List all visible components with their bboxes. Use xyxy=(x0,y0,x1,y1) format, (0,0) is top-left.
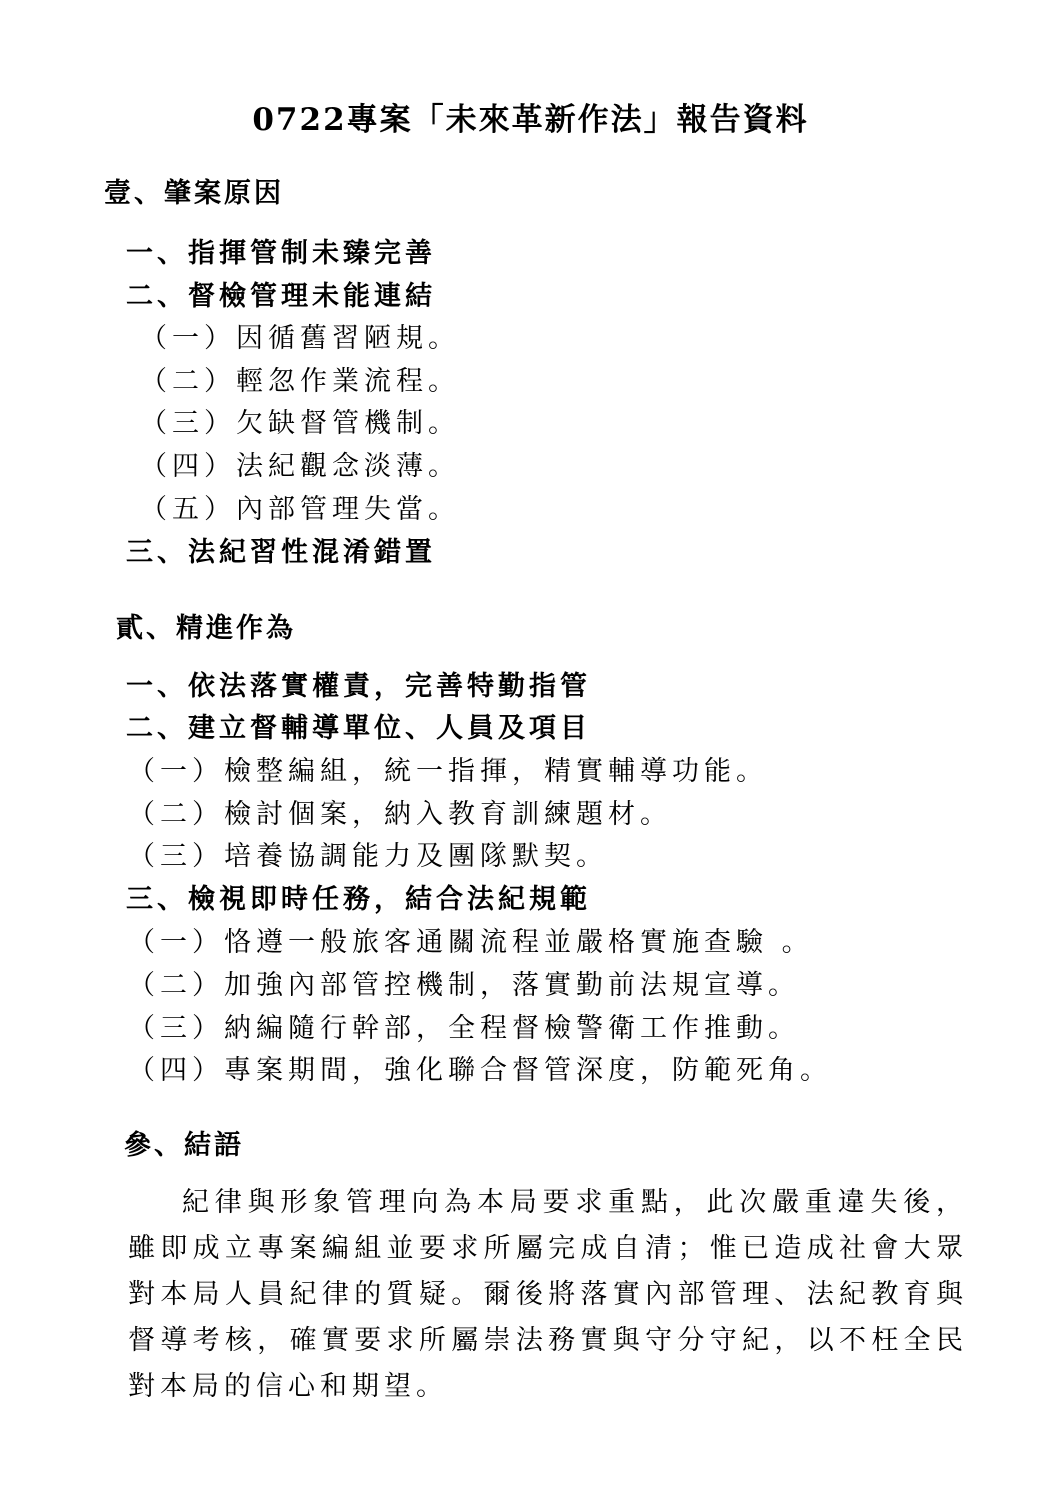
section-1-subitem: （五）內部管理失當。 xyxy=(140,494,460,525)
section-2-item: 二、建立督輔導單位、人員及項目 xyxy=(126,713,591,744)
section-1-heading: 壹、肇案原因 xyxy=(104,178,284,209)
section-1-subitem: （一）因循舊習陋規。 xyxy=(140,323,460,354)
section-2-subitem: （二）檢討個案，納入教育訓練題材。 xyxy=(128,799,672,830)
section-1-subitem: （三）欠缺督管機制。 xyxy=(140,408,460,439)
section-2-subitem: （二）加強內部管控機制，落實勤前法規宣導。 xyxy=(128,970,800,1001)
section-2-subitem: （三）納編隨行幹部，全程督檢警衛工作推動。 xyxy=(128,1013,800,1044)
section-1-item: 一、指揮管制未臻完善 xyxy=(126,238,436,269)
section-2-subitem: （一）恪遵一般旅客通關流程並嚴格實施查驗 。 xyxy=(128,927,814,958)
section-2-subitem: （四）專案期間，強化聯合督管深度，防範死角。 xyxy=(128,1055,832,1086)
section-1-subitem: （二）輕忽作業流程。 xyxy=(140,366,460,397)
section-2-subitem: （三）培養協調能力及團隊默契。 xyxy=(128,841,608,872)
section-3-heading: 參、結語 xyxy=(124,1130,244,1161)
section-2-heading: 貳、精進作為 xyxy=(116,613,296,644)
document-title: 0722專案「未來革新作法」報告資料 xyxy=(252,102,809,138)
section-1-item: 三、法紀習性混淆錯置 xyxy=(126,537,436,568)
section-1-subitem: （四）法紀觀念淡薄。 xyxy=(140,451,460,482)
section-2-item: 一、依法落實權責，完善特勤指管 xyxy=(126,671,591,702)
conclusion-paragraph: 紀律與形象管理向為本局要求重點，此次嚴重違失後，雖即成立專案編組並要求所屬完成自清；惟已造成社會大眾對本局人員紀律的質疑。爾後將落實內部管理、法紀教育與督導考核，確實要求所屬崇法務實與守分守紀，以不枉全民對本局的信心和期望。 xyxy=(128,1187,968,1402)
section-2-subitem: （一）檢整編組，統一指揮，精實輔導功能。 xyxy=(128,756,768,787)
section-1-item: 二、督檢管理未能連結 xyxy=(126,281,436,312)
section-2-item: 三、檢視即時任務，結合法紀規範 xyxy=(126,884,591,915)
